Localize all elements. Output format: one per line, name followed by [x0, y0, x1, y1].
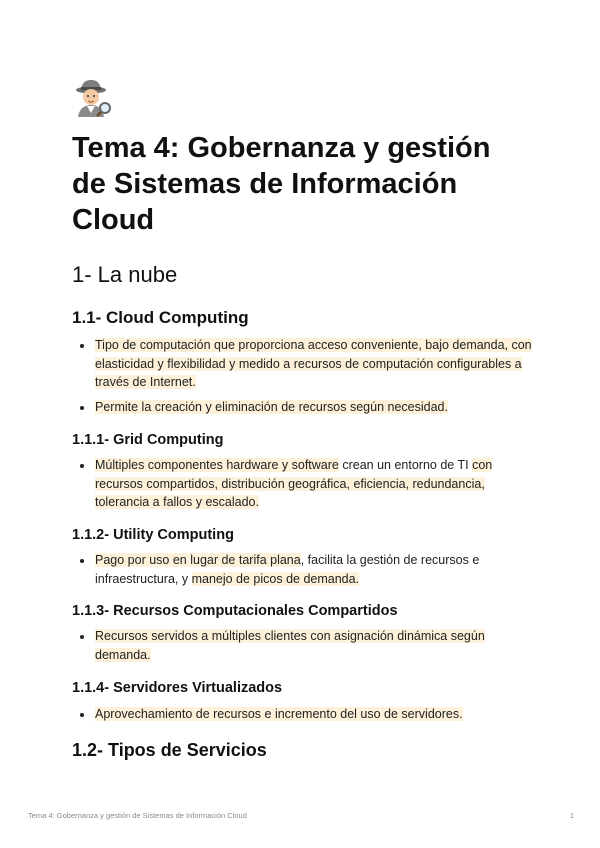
- heading-la-nube: 1- La nube: [72, 262, 178, 287]
- list-item: Tipo de computación que proporciona acceso conveniente, bajo demanda, con elasticidad y flexibilidad y medido a recursos de computación configurables a través de Internet.: [72, 336, 532, 392]
- list-item: Pago por uso en lugar de tarifa plana, facilita la gestión de recursos e infraestructura, y manejo de picos de demanda.: [72, 551, 532, 588]
- list-item: Recursos servidos a múltiples clientes con asignación dinámica según demanda.: [72, 627, 532, 664]
- grid-computing-list: [72, 456, 532, 518]
- list-item: Múltiples componentes hardware y software crean un entorno de TI con recursos compartidos, distribución geográfica, eficiencia, redundancia, tolerancia a fallos y escalado.: [72, 456, 532, 512]
- heading-recursos-compartidos: 1.1.3- Recursos Computacionales Compartidos: [72, 603, 398, 619]
- cloud-computing-list: [72, 336, 532, 422]
- page-number: 1: [569, 811, 574, 820]
- heading-servidores-virtualizados: 1.1.4- Servidores Virtualizados: [72, 680, 283, 696]
- utility-computing-list: [72, 551, 532, 594]
- heading-utility-computing: 1.1.2- Utility Computing: [72, 527, 234, 543]
- detective-emoji-icon: [72, 77, 114, 119]
- footer-title: Tema 4: Gobernanza y gestión de Sistemas de Información Cloud: [28, 811, 247, 820]
- recursos-compartidos-list: [72, 627, 532, 670]
- heading-tipos-de-servicios: 1.2- Tipos de Servicios: [72, 740, 267, 760]
- list-item: Aprovechamiento de recursos e incremento del uso de servidores.: [72, 705, 532, 724]
- heading-cloud-computing: 1.1- Cloud Computing: [72, 308, 249, 327]
- servidores-virtualizados-list: [72, 705, 532, 730]
- list-item: Permite la creación y eliminación de recursos según necesidad.: [72, 398, 532, 417]
- page-title: Tema 4: Gobernanza y gestión de Sistemas de Información Cloud: [72, 132, 491, 236]
- heading-grid-computing: 1.1.1- Grid Computing: [72, 432, 224, 448]
- page-footer: [28, 811, 574, 820]
